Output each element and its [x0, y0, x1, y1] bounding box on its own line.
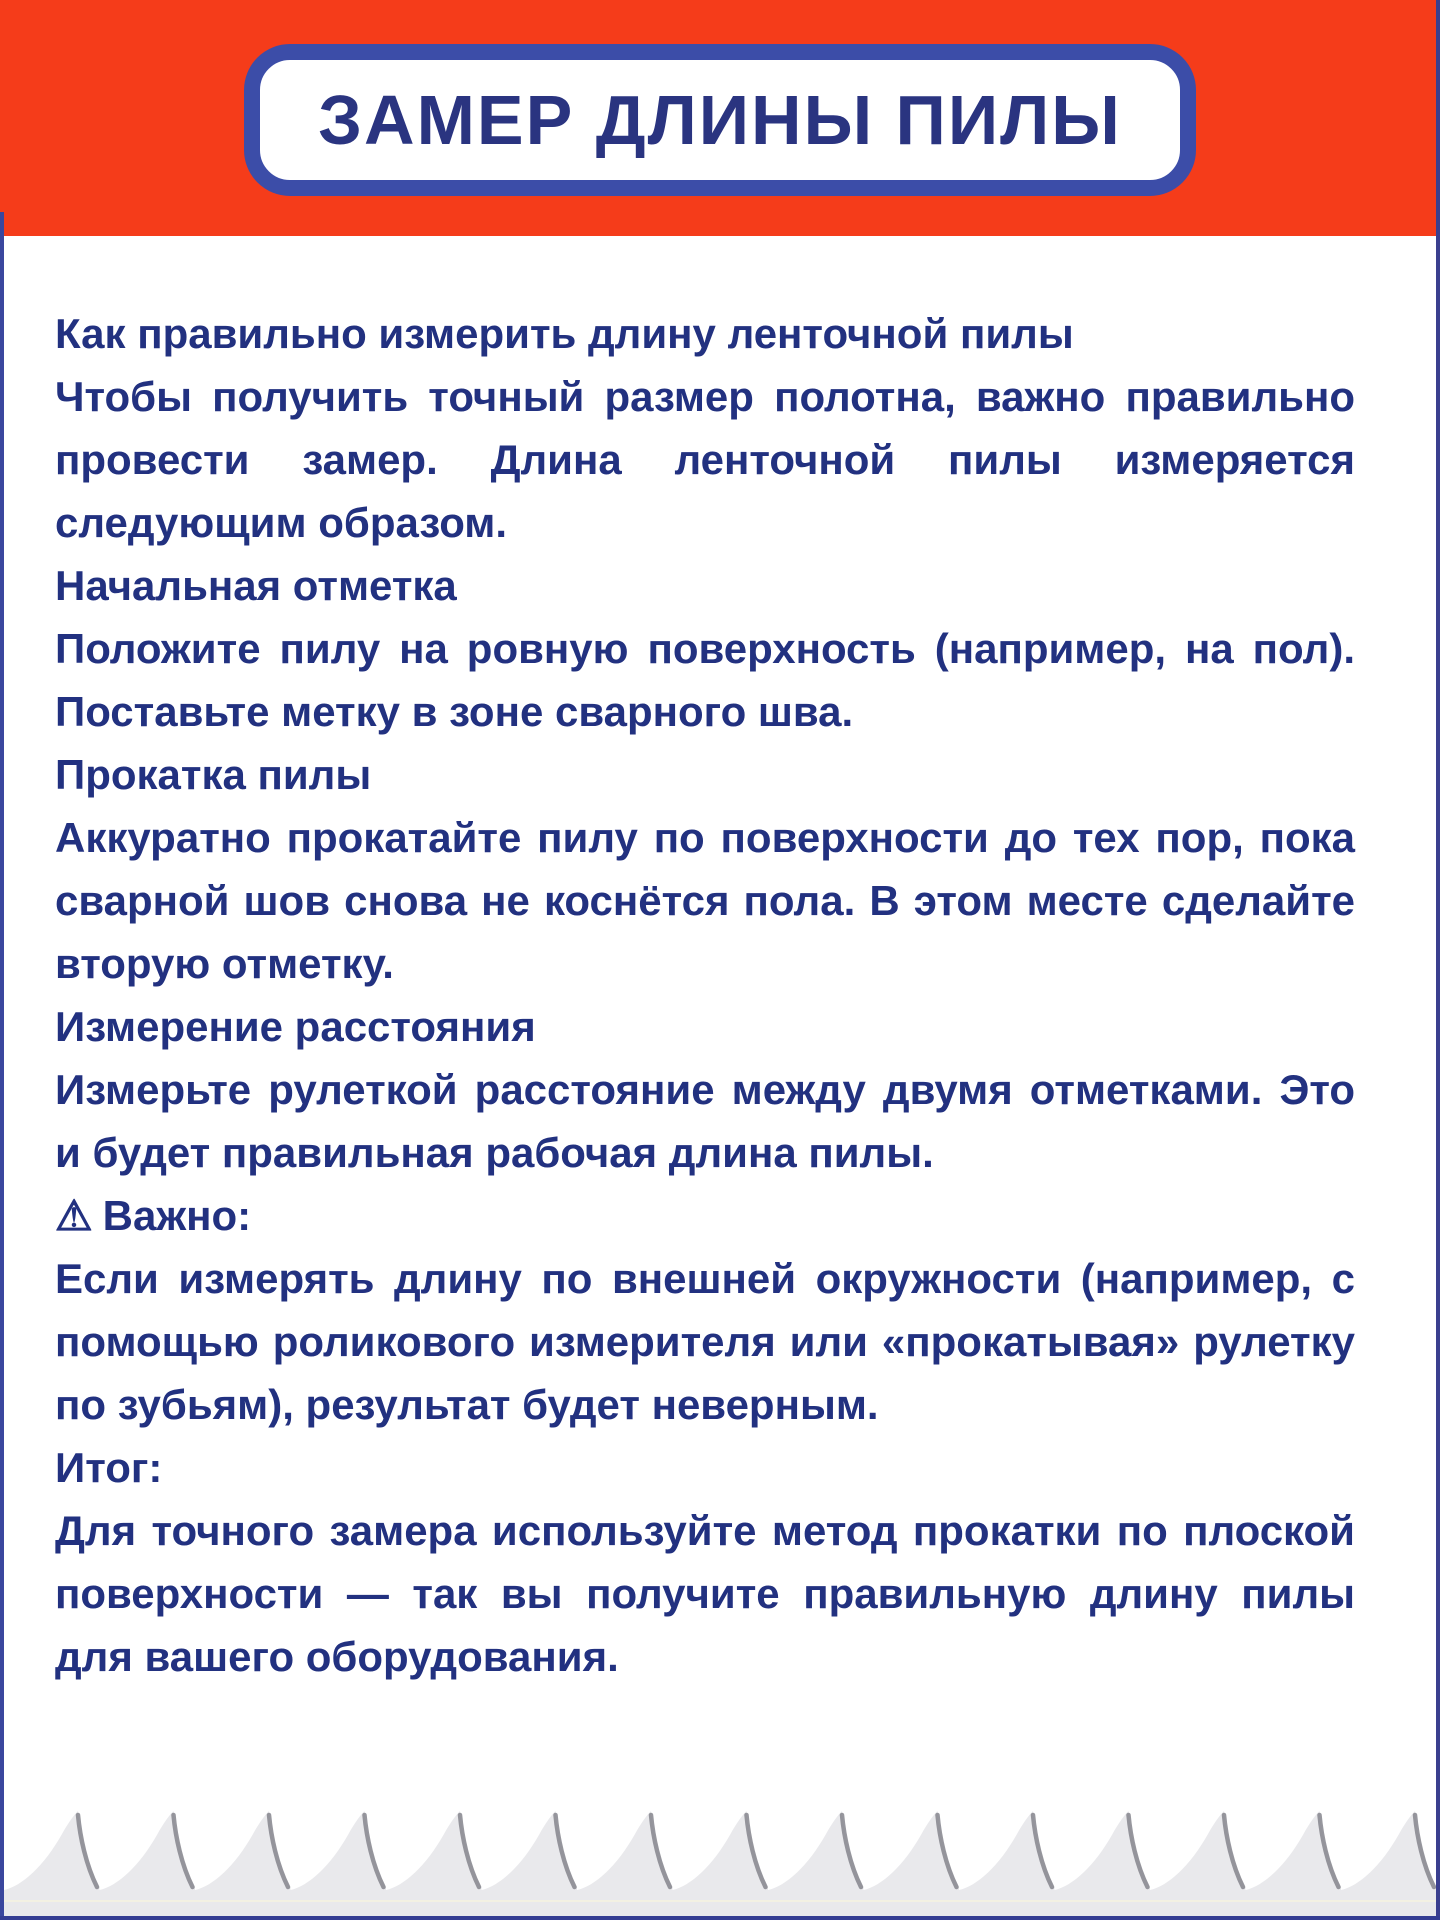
section-heading-summary: Итог: [55, 1444, 163, 1491]
page-border-right [1436, 0, 1440, 1920]
paragraph-distance: Измерьте рулеткой расстояние между двумя отметками. Это и будет правильная рабочая длина пилы. [55, 1066, 1355, 1176]
saw-teeth-svg [4, 1804, 1436, 1916]
page-border-left [0, 212, 4, 1920]
section-heading-how-to-measure: Как правильно измерить длину ленточной пилы [55, 310, 1074, 357]
warning-heading [55, 1184, 1355, 1247]
paragraph-warning: Если измерять длину по внешней окружности (например, с помощью роликового измерителя или «прокатывая» рулетку по зубьям), результат будет неверным. [55, 1255, 1355, 1428]
page-border-bottom [0, 1916, 1440, 1920]
page-title: ЗАМЕР ДЛИНЫ ПИЛЫ [318, 81, 1122, 159]
warning-heading-label: Важно: [102, 1192, 252, 1239]
warning-triangle-icon: ⚠ [55, 1192, 93, 1239]
section-heading-distance: Измерение расстояния [55, 1003, 536, 1050]
paragraph-summary: Для точного замера используйте метод прокатки по плоской поверхности — так вы получите правильную длину пилы для вашего оборудования. [55, 1507, 1355, 1680]
title-box [244, 44, 1196, 196]
section-heading-rolling: Прокатка пилы [55, 751, 372, 798]
article-body [0, 236, 1440, 1688]
header-band [0, 0, 1440, 236]
paragraph-start-mark: Положите пилу на ровную поверхность (например, на пол). Поставьте метку в зоне сварного шва. [55, 625, 1355, 735]
section-heading-start-mark: Начальная отметка [55, 562, 457, 609]
paragraph-intro: Чтобы получить точный размер полотна, важно правильно провести замер. Длина ленточной пилы измеряется следующим образом. [55, 373, 1355, 546]
paragraph-rolling: Аккуратно прокатайте пилу по поверхности до тех пор, пока сварной шов снова не коснётся пола. В этом месте сделайте вторую отметку. [55, 814, 1355, 987]
saw-teeth-graphic [4, 1804, 1436, 1916]
